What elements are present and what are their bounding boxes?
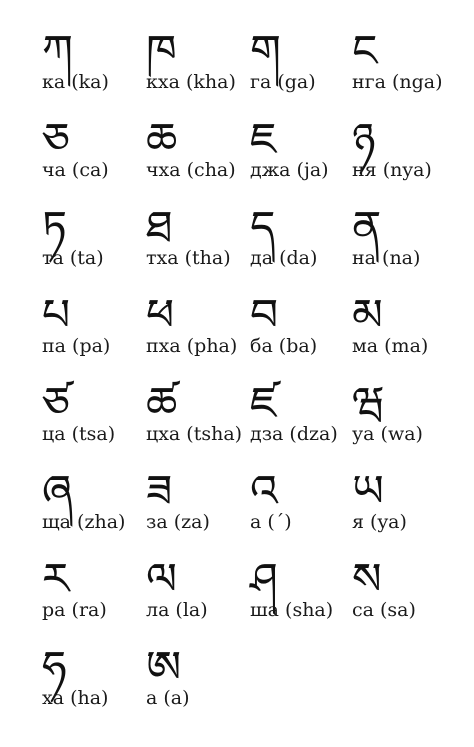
tibetan-glyph: ར — [42, 554, 70, 605]
letter-label: ша (sha) — [250, 599, 334, 621]
letter-label: ча (ca) — [42, 159, 109, 181]
letter-label: па (pa) — [42, 335, 111, 357]
letter-label: кха (kha) — [146, 71, 236, 93]
tibetan-glyph: ན — [352, 202, 382, 253]
letter-label: тха (tha) — [146, 247, 231, 269]
letter-zha — [42, 466, 152, 554]
letter-label: та (ta) — [42, 247, 104, 269]
letter-nya — [352, 114, 462, 202]
letter-label: ка (ka) — [42, 71, 109, 93]
letter-ba — [250, 290, 360, 378]
letter-ra — [42, 554, 152, 642]
letter-dza — [250, 378, 360, 466]
tibetan-glyph: ས — [352, 554, 382, 605]
tibetan-glyph: ཙ — [42, 378, 70, 429]
tibetan-glyph: ཕ — [146, 290, 175, 341]
letter-label: ба (ba) — [250, 335, 318, 357]
tibetan-glyph: ཉ — [352, 114, 376, 165]
letter-label: за (za) — [146, 511, 210, 533]
letter-nga — [352, 26, 462, 114]
tibetan-glyph: ཟ — [146, 466, 173, 517]
tibetan-glyph: འ — [250, 466, 278, 517]
letter-tha — [146, 202, 256, 290]
tibetan-glyph: ཇ — [250, 114, 277, 165]
tibetan-glyph: ཛ — [250, 378, 277, 429]
letter-za — [146, 466, 256, 554]
tibetan-glyph: ཀ — [42, 26, 73, 77]
tibetan-glyph: ཧ — [42, 642, 67, 693]
letter-ma — [352, 290, 462, 378]
letter-label: ня (nya) — [352, 159, 432, 181]
letter-label: ра (ra) — [42, 599, 107, 621]
tibetan-glyph: ལ — [146, 554, 178, 605]
letter-label: ца (tsa) — [42, 423, 116, 445]
letter-label: а (a) — [146, 687, 190, 709]
tibetan-glyph: ཨ — [146, 642, 182, 693]
tibetan-glyph: བ — [250, 290, 279, 341]
tibetan-glyph: མ — [352, 290, 383, 341]
letter-label: ха (ha) — [42, 687, 109, 709]
letter-pa — [42, 290, 152, 378]
tibetan-glyph: ཝ — [352, 378, 385, 429]
tibetan-glyph: ཏ — [42, 202, 67, 253]
tibetan-glyph: ཐ — [146, 202, 173, 253]
tibetan-glyph: ཡ — [352, 466, 384, 517]
letter-label: цха (tsha) — [146, 423, 243, 445]
letter-ya — [352, 466, 462, 554]
tibetan-glyph: ཚ — [146, 378, 178, 429]
letter-label: ма (ma) — [352, 335, 429, 357]
letter-tsa — [42, 378, 152, 466]
letter-ga — [250, 26, 360, 114]
letter-ha — [42, 642, 152, 730]
letter-label: ла (la) — [146, 599, 208, 621]
letter-label: уа (wa) — [352, 423, 423, 445]
letter-a-chung — [250, 466, 360, 554]
letter-label: нга (nga) — [352, 71, 443, 93]
letter-label: ща (zha) — [42, 511, 126, 533]
tibetan-glyph: ཤ — [250, 554, 278, 605]
letter-label: на (na) — [352, 247, 421, 269]
letter-ta — [42, 202, 152, 290]
letter-ka — [42, 26, 152, 114]
letter-tsha — [146, 378, 256, 466]
letter-ja — [250, 114, 360, 202]
letter-label: са (sa) — [352, 599, 416, 621]
tibetan-glyph: ད — [250, 202, 276, 253]
letter-label: га (ga) — [250, 71, 316, 93]
letter-wa — [352, 378, 462, 466]
tibetan-glyph: ཞ — [42, 466, 73, 517]
letter-sha — [250, 554, 360, 642]
tibetan-glyph: ག — [250, 26, 281, 77]
letter-label: я (ya) — [352, 511, 407, 533]
letter-la — [146, 554, 256, 642]
letter-label: да (da) — [250, 247, 318, 269]
letter-label: джа (ja) — [250, 159, 329, 181]
letter-da — [250, 202, 360, 290]
letter-kha — [146, 26, 256, 114]
letter-label: пха (pha) — [146, 335, 238, 357]
letter-label: чха (cha) — [146, 159, 236, 181]
tibetan-glyph: པ — [42, 290, 71, 341]
letter-na — [352, 202, 462, 290]
tibetan-glyph: ཆ — [146, 114, 178, 165]
tibetan-glyph: ཁ — [146, 26, 177, 77]
letter-ca — [42, 114, 152, 202]
letter-a — [146, 642, 256, 730]
tibetan-glyph: ང — [352, 26, 378, 77]
letter-cha — [146, 114, 256, 202]
letter-label: а (´) — [250, 511, 292, 533]
letter-sa — [352, 554, 462, 642]
letter-pha — [146, 290, 256, 378]
letter-label: дза (dza) — [250, 423, 338, 445]
tibetan-glyph: ཅ — [42, 114, 70, 165]
